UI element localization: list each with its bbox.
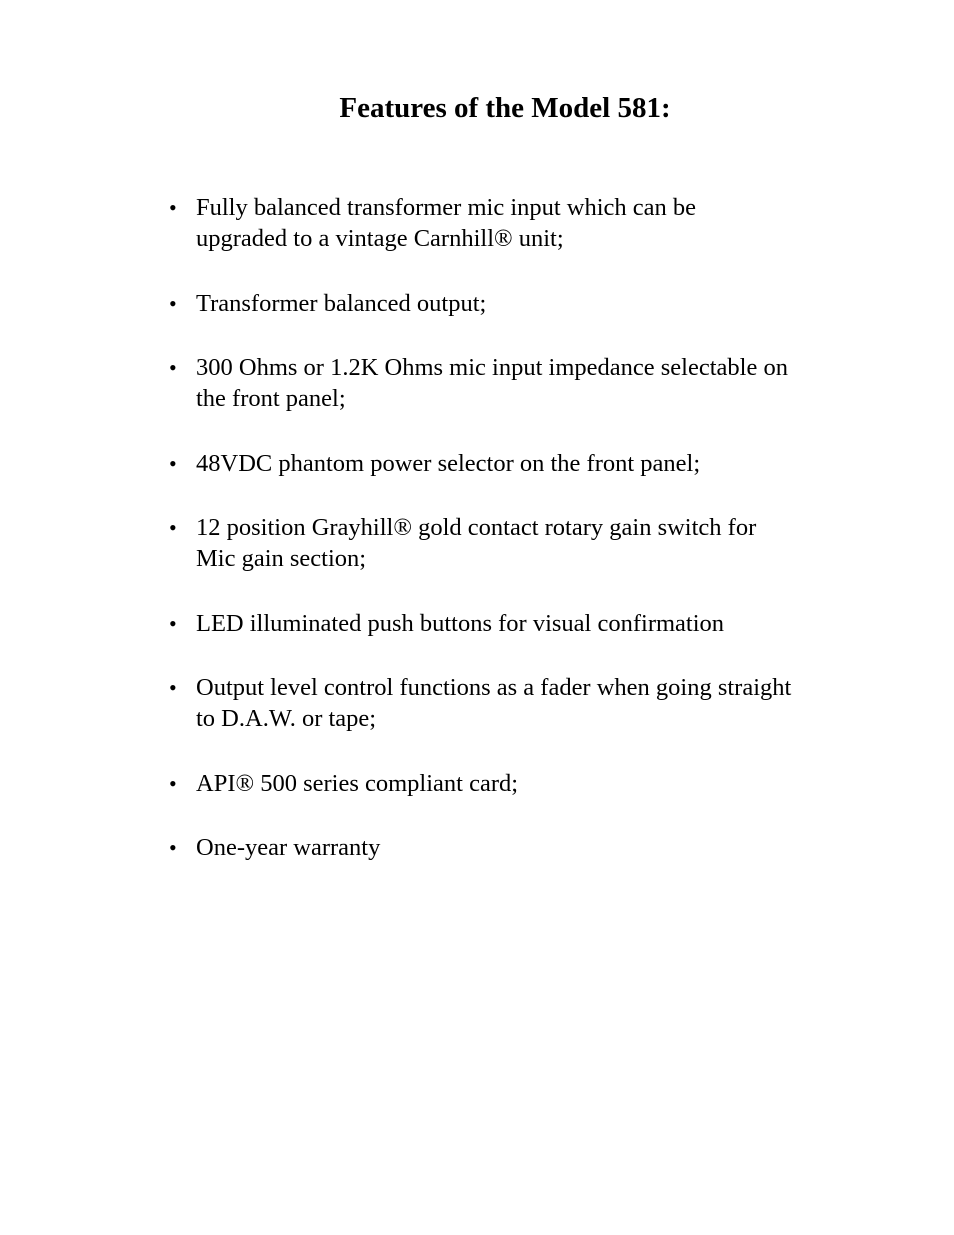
list-item — [168, 832, 868, 863]
feature-text-line: Output level control functions as a fader when going straight — [196, 674, 792, 701]
list-item — [168, 608, 868, 639]
feature-text-line: the front panel; — [196, 385, 346, 412]
feature-text-line: One-year warranty — [196, 834, 381, 861]
feature-text-line: 48VDC phantom power selector on the front panel; — [196, 449, 701, 477]
bullet-icon: • — [169, 835, 177, 860]
feature-text-line: upgraded to a vintage Carnhill® unit; — [196, 225, 564, 252]
list-item — [168, 192, 868, 254]
bullet-icon: • — [169, 515, 177, 540]
bullet-icon: • — [169, 610, 177, 636]
feature-text-line: API® 500 series compliant card; — [196, 769, 519, 797]
list-item — [168, 672, 868, 734]
list-item — [168, 448, 868, 479]
feature-text-line: Transformer balanced output; — [196, 289, 487, 317]
feature-text-line: 12 position Grayhill® gold contact rotary gain switch for — [196, 514, 757, 541]
bullet-icon: • — [169, 290, 177, 316]
list-item — [168, 352, 868, 414]
feature-text-line: to D.A.W. or tape; — [196, 705, 377, 732]
bullet-icon: • — [169, 195, 177, 220]
feature-text-line: LED illuminated push buttons for visual confirmation — [196, 609, 725, 637]
bullet-icon: • — [169, 355, 177, 380]
list-item — [168, 768, 868, 799]
bullet-icon: • — [169, 450, 177, 476]
feature-text-line: Mic gain section; — [196, 545, 367, 572]
bullet-icon: • — [169, 675, 177, 700]
page-title: Features of the Model 581: — [339, 92, 671, 124]
list-item — [168, 512, 868, 574]
feature-text-line: 300 Ohms or 1.2K Ohms mic input impedance selectable on — [196, 354, 788, 381]
feature-list — [168, 192, 868, 897]
bullet-icon: • — [169, 770, 177, 796]
list-item — [168, 288, 868, 319]
feature-text-line: Fully balanced transformer mic input which can be — [196, 194, 697, 221]
